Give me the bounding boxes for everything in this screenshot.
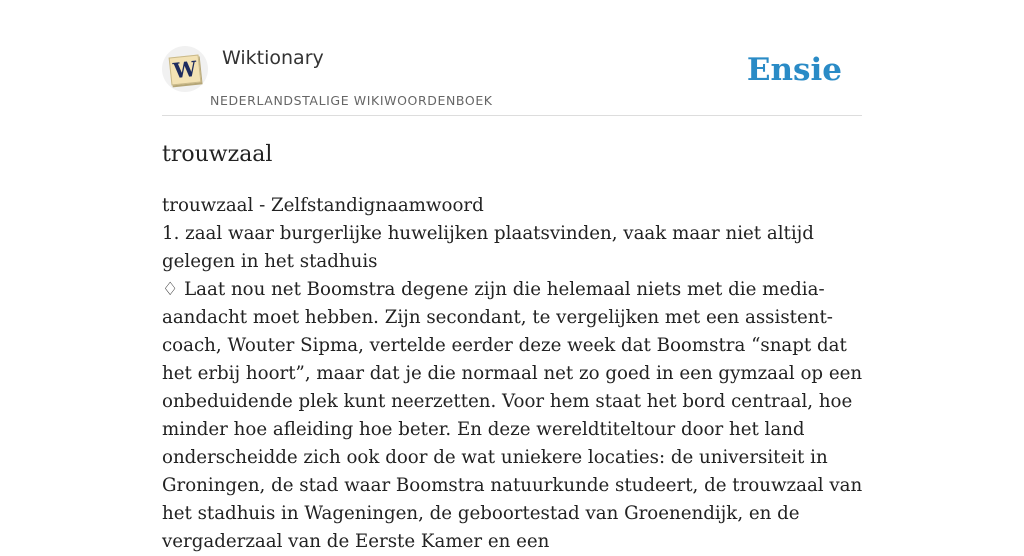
entry-content <box>162 192 867 556</box>
site-header <box>162 40 862 116</box>
wiktionary-tile-icon <box>169 55 202 86</box>
entry-title: trouwzaal <box>162 142 273 167</box>
ensie-brand-link[interactable]: Ensie <box>746 52 842 88</box>
wiktionary-logo[interactable] <box>162 46 208 92</box>
site-tagline: NEDERLANDSTALIGE WIKIWOORDENBOEK <box>210 93 493 108</box>
example-sentence: ♢ Laat nou net Boomstra degene zijn die helemaal niets met die media-aandacht moet hebben. Zijn secondant, te vergelijken met een assistent-coach, Wouter Sipma, vertelde eerder deze week dat Boomstra “snapt dat het erbij hoort”, maar dat je die normaal net zo goed in een gymzaal op een onbeduidende plek kunt neerzetten. Voor hem staat het bord centraal, hoe minder hoe afleiding hoe beter. En deze wereldtiteltour door het land onderscheidde zich ook door de wat uniekere locaties: de universiteit in Groningen, de stad waar Boomstra natuurkunde studeert, de trouwzaal van het stadhuis in Wageningen, de geboortestad van Groenendijk, en de vergaderzaal van de Eerste Kamer en een <box>162 279 863 552</box>
word-type-line: trouwzaal - Zelfstandignaamwoord <box>162 195 484 216</box>
logo-letter: W <box>171 55 198 84</box>
definition: 1. zaal waar burgerlijke huwelijken plaatsvinden, vaak maar niet altijd gelegen in het stadhuis <box>162 223 814 272</box>
site-name[interactable]: Wiktionary <box>222 47 324 69</box>
